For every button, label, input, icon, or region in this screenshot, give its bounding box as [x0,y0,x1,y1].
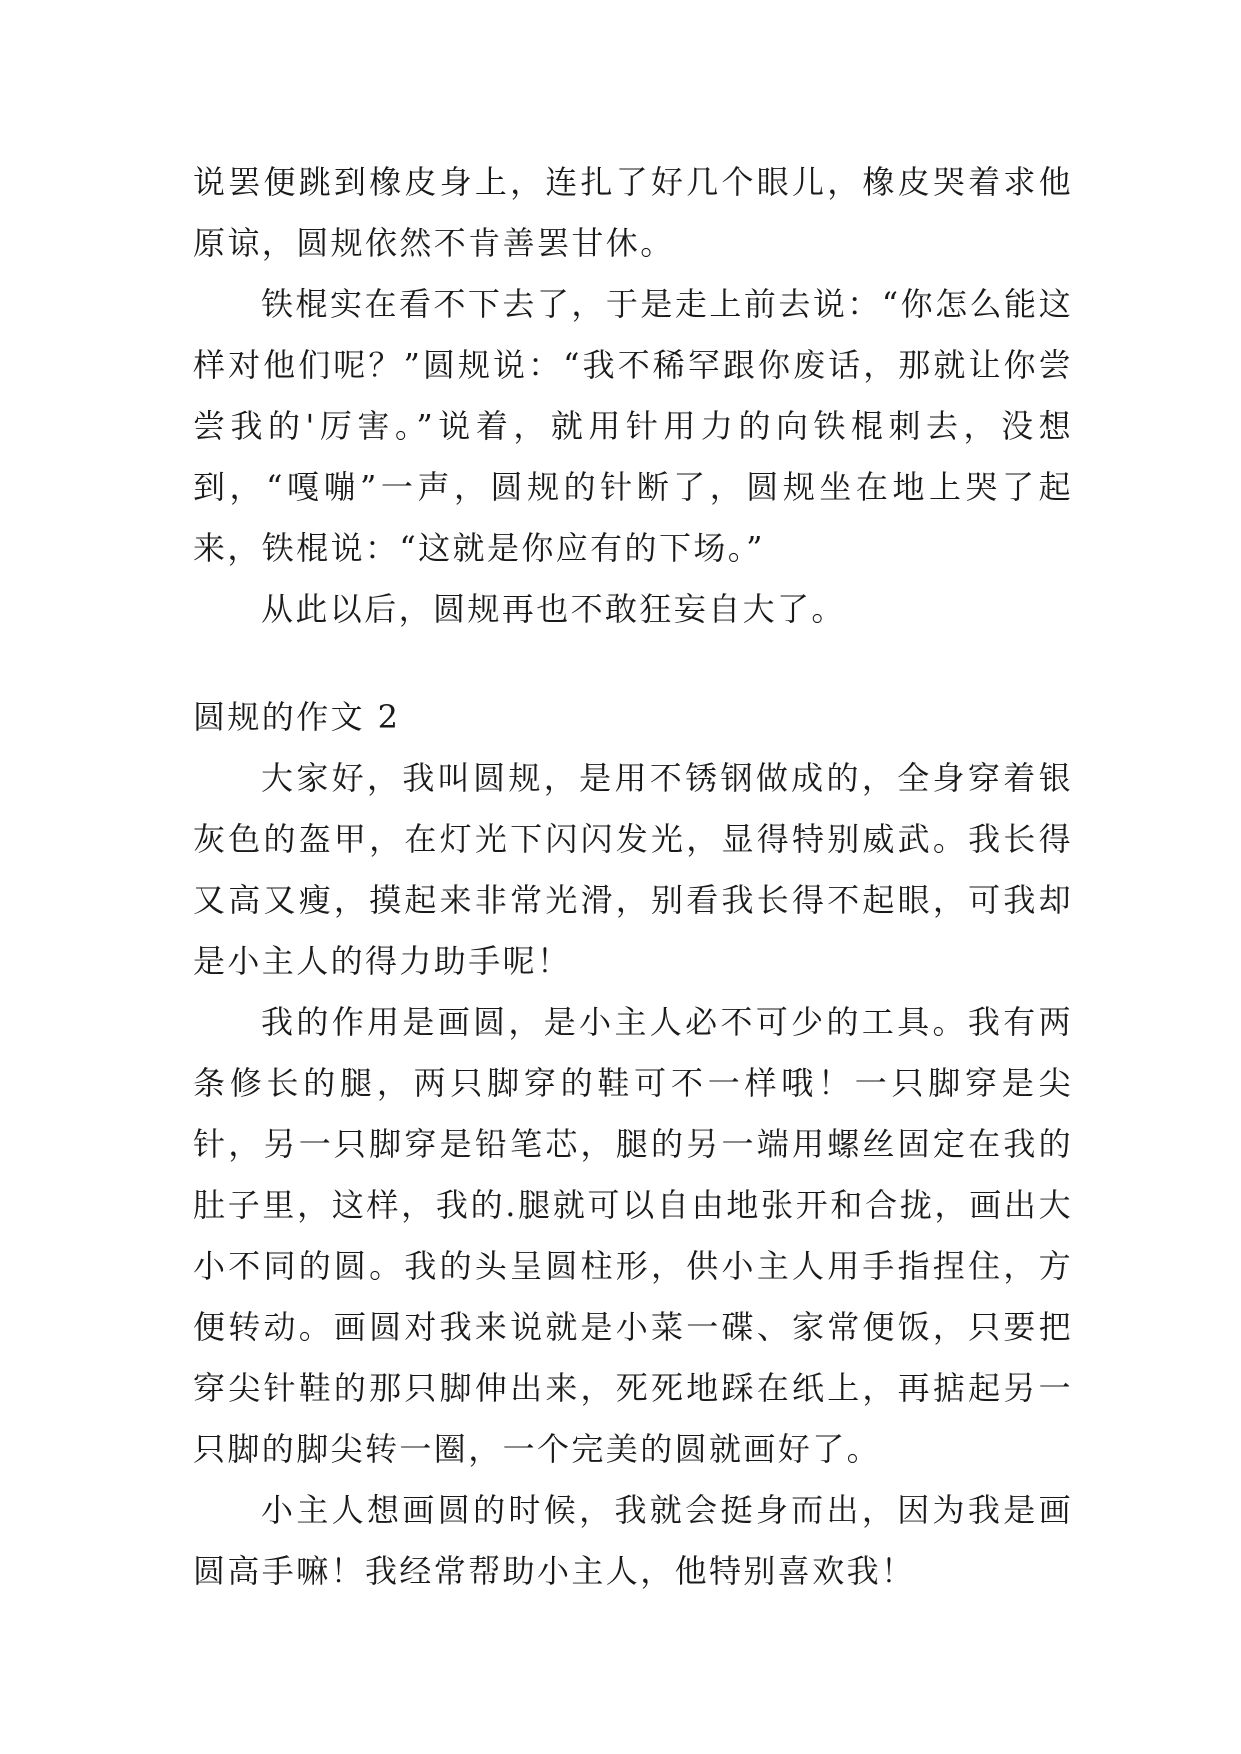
essay2-paragraph-3: 小主人想画圆的时候，我就会挺身而出，因为我是画圆高手嘛！我经常帮助小主人，他特别喜欢我！ [193,1491,1073,1590]
essay1-paragraph-1: 说罢便跳到橡皮身上，连扎了好几个眼儿，橡皮哭着求他原谅，圆规依然不肯善罢甘休。 [193,163,1073,262]
essay1-paragraph-2: 铁棍实在看不下去了，于是走上前去说：“你怎么能这样对他们呢？”圆规说：“我不稀罕跟你废话，那就让你尝尝我的'厉害。”说着，就用针用力的向铁棍刺去，没想到，“嘎嘣”一声，圆规的针断了，圆规坐在地上哭了起来，铁棍说：“这就是你应有的下场。” [193,285,1073,567]
document-body [193,152,1073,1602]
essay2-paragraph-2: 我的作用是画圆，是小主人必不可少的工具。我有两条修长的腿，两只脚穿的鞋可不一样哦！一只脚穿是尖针，另一只脚穿是铅笔芯，腿的另一端用螺丝固定在我的肚子里，这样，我的.腿就可以自由地张开和合拢，画出大小不同的圆。我的头呈圆柱形，供小主人用手指捏住，方便转动。画圆对我来说就是小菜一碟、家常便饭，只要把穿尖针鞋的那只脚伸出来，死死地踩在纸上，再掂起另一只脚的脚尖转一圈，一个完美的圆就画好了。 [193,1003,1073,1468]
essay1-paragraph-3: 从此以后，圆规再也不敢狂妄自大了。 [261,590,846,628]
essay2-paragraph-1: 大家好，我叫圆规，是用不锈钢做成的，全身穿着银灰色的盔甲，在灯光下闪闪发光，显得特别威武。我长得又高又瘦，摸起来非常光滑，别看我长得不起眼，可我却是小主人的得力助手呢！ [193,759,1073,980]
essay2-title: 圆规的作文 2 [193,698,401,736]
